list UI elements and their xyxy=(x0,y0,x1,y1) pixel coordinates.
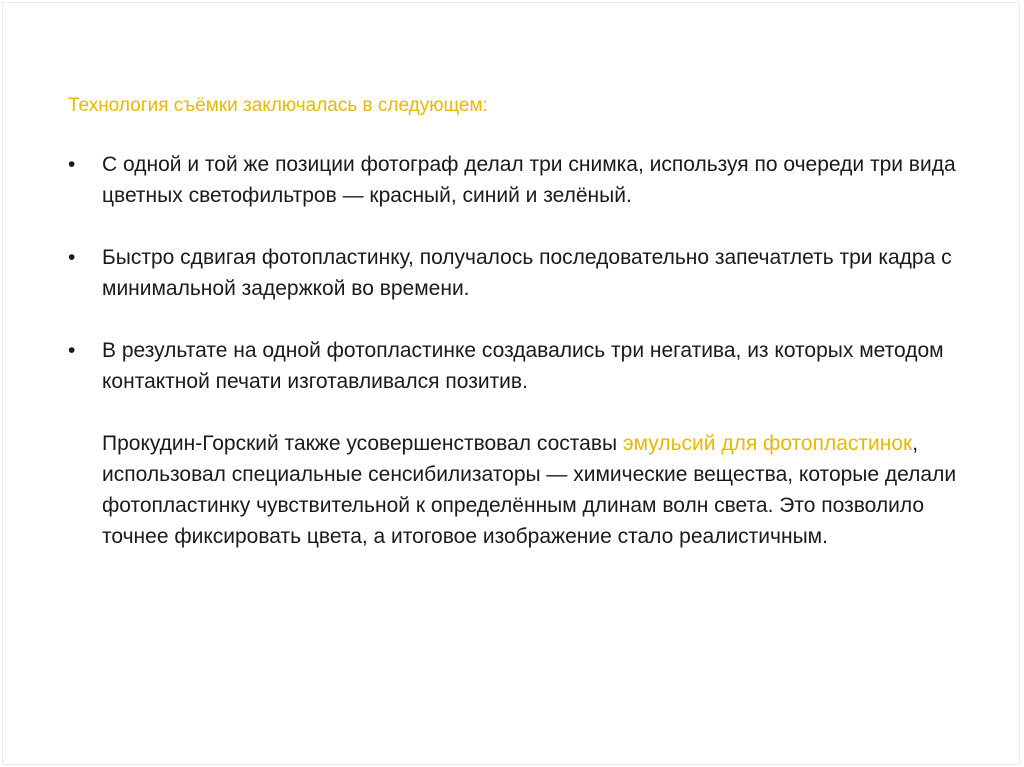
bullet-marker: • xyxy=(68,246,76,269)
bullet-list xyxy=(68,149,968,397)
bullet-marker: • xyxy=(68,153,76,176)
paragraph-text-end: , использовал специальные сенсибилизаторы — химические вещества, которые делали фотопластинку чувствительной к определённым длинам волн света. Это позволило точнее фиксировать цвета, а итоговое изображение стало реалистичным. xyxy=(102,432,957,548)
bullet-item xyxy=(68,242,972,304)
bullet-marker: • xyxy=(68,339,76,362)
bullet-text: Быстро сдвигая фотопластинку, получалось последовательно запечатлеть три кадра с минимальной задержкой во времени. xyxy=(102,246,952,300)
bullet-item xyxy=(68,149,972,211)
bullet-text: В результате на одной фотопластинке создавались три негатива, из которых методом контактной печати изготавливался позитив. xyxy=(102,339,944,393)
bullet-text: С одной и той же позиции фотограф делал три снимка, используя по очереди три вида цветных светофильтров — красный, синий и зелёный. xyxy=(102,153,956,207)
bullet-item xyxy=(68,335,972,397)
slide-heading: Технология съёмки заключалась в следующем: xyxy=(68,95,488,116)
slide-content xyxy=(68,94,968,552)
body-paragraph xyxy=(102,428,962,552)
paragraph-text-start: Прокудин-Горский также усовершенствовал составы xyxy=(102,432,623,455)
highlighted-term: эмульсий для фотопластинок xyxy=(622,432,913,455)
